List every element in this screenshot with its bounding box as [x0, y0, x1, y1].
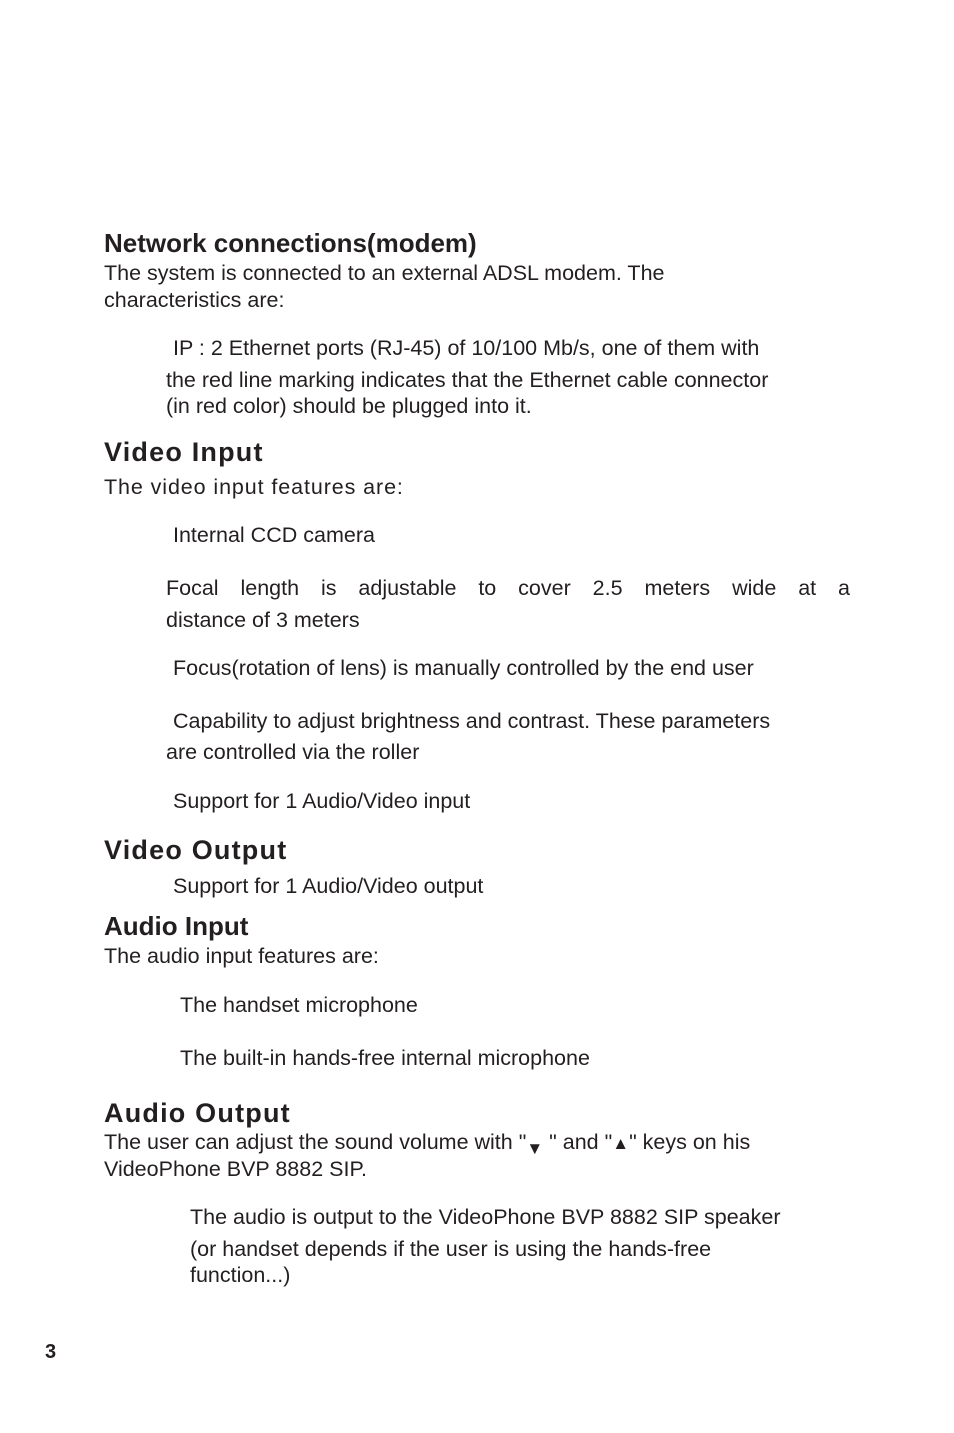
network-bullet1-line3: (in red color) should be plugged into it.: [166, 394, 532, 418]
up-arrow-icon: ▲: [612, 1134, 630, 1153]
video-input-intro: The video input features are:: [104, 475, 404, 499]
audio-output-intro-line2: VideoPhone BVP 8882 SIP.: [104, 1157, 368, 1181]
page-number: 3: [45, 1341, 57, 1363]
network-intro-line1: The system is connected to an external ADSL modem. The: [104, 261, 665, 285]
down-arrow-icon: ▼: [526, 1139, 544, 1158]
audio-input-item1: The handset microphone: [180, 993, 418, 1017]
video-input-item4-line2: are controlled via the roller: [166, 740, 420, 764]
audio-input-heading: Audio Input: [104, 911, 249, 941]
audio-output-intro-line1: [104, 1129, 750, 1157]
audio-output-heading: Audio Output: [104, 1098, 291, 1128]
video-input-item3: Focus(rotation of lens) is manually controlled by the end user: [173, 656, 754, 680]
network-bullet1-line2: the red line marking indicates that the Ethernet cable connector: [166, 368, 769, 392]
audio-output-intro-part3: " keys on his: [629, 1130, 751, 1154]
video-input-heading: Video Input: [104, 437, 264, 467]
audio-output-item1-line2: (or handset depends if the user is using the hands-free: [190, 1237, 712, 1261]
video-input-item1: Internal CCD camera: [173, 523, 375, 547]
video-input-item4-line1: Capability to adjust brightness and contrast. These parameters: [173, 709, 771, 733]
audio-output-intro-part2: " and ": [543, 1130, 613, 1154]
video-input-item2-line2: distance of 3 meters: [166, 608, 360, 632]
video-input-item5: Support for 1 Audio/Video input: [173, 789, 471, 813]
video-input-item2-line1: Focal length is adjustable to cover 2.5 meters wide at a: [166, 576, 850, 600]
video-output-heading: Video Output: [104, 835, 288, 865]
network-bullet1-line1: IP : 2 Ethernet ports (RJ-45) of 10/100 Mb/s, one of them with: [173, 336, 760, 360]
network-heading: Network connections(modem): [104, 228, 477, 258]
audio-input-intro: The audio input features are:: [104, 944, 379, 968]
network-intro-line2: characteristics are:: [104, 288, 285, 312]
audio-output-item1-line1: The audio is output to the VideoPhone BVP 8882 SIP speaker: [190, 1205, 781, 1229]
video-output-item1: Support for 1 Audio/Video output: [173, 874, 484, 898]
audio-output-intro-part1: The user can adjust the sound volume with ": [104, 1130, 527, 1154]
audio-output-item1-line3: function...): [190, 1263, 291, 1287]
audio-input-item2: The built-in hands-free internal microphone: [180, 1046, 590, 1070]
